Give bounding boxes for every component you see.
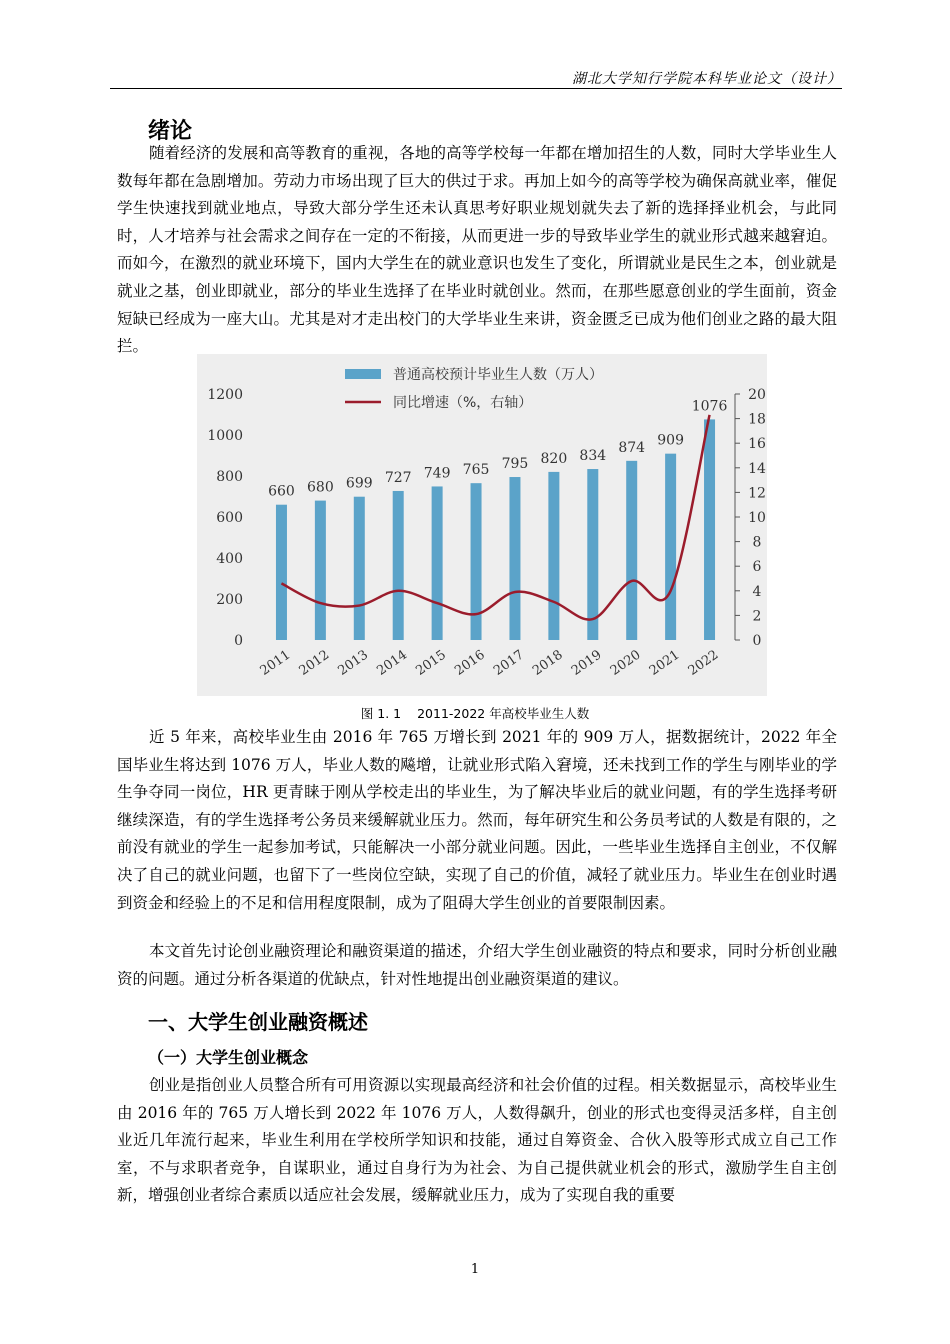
legend-bar-swatch [345, 369, 381, 379]
running-header: 湖北大学知行学院本科毕业论文（设计） [572, 71, 842, 87]
x-axis-tick-label: 2019 [568, 647, 605, 679]
y2-axis-tick-label: 16 [748, 436, 766, 453]
bar [509, 477, 520, 640]
bar [432, 486, 443, 640]
intro-paragraph-3: 本文首先讨论创业融资理论和融资渠道的描述，介绍大学生创业融资的特点和要求，同时分析创业融资的问题。通过分析各渠道的优缺点，针对性地提出创业融资渠道的建议。 [117, 942, 837, 988]
y-axis-tick-label: 1200 [207, 387, 243, 403]
y2-axis-tick-label: 4 [752, 583, 762, 600]
y-axis-tick-label: 400 [216, 551, 243, 567]
x-axis-tick-label: 2017 [491, 647, 527, 679]
x-axis-tick-label: 2014 [374, 647, 411, 679]
y2-axis-tick-label: 14 [748, 460, 766, 477]
page-number: 1 [470, 1262, 480, 1277]
bar-value-label: 680 [307, 479, 334, 496]
bar-value-label: 699 [345, 475, 373, 492]
bar [665, 454, 676, 640]
figure-caption-text: 2011-2022 年高校毕业生人数 [417, 706, 590, 721]
x-axis-tick-label: 2021 [646, 647, 683, 679]
x-axis-tick-label: 2020 [607, 647, 644, 679]
y2-axis-tick-label: 18 [748, 411, 766, 428]
figure-caption-number: 图 1. 1 [360, 706, 402, 721]
section-1-heading: 一、大学生创业融资概述 [148, 1010, 368, 1034]
bar-value-label: 820 [540, 450, 568, 467]
bar [471, 483, 482, 640]
subsection-1-heading: （一）大学生创业概念 [148, 1048, 309, 1067]
y-axis-tick-label: 600 [216, 510, 243, 526]
bar-value-label: 909 [657, 432, 684, 449]
intro-heading: 绪论 [148, 119, 193, 144]
x-axis-tick-label: 2015 [413, 647, 449, 679]
bar-value-label: 795 [501, 456, 529, 473]
bar-value-label: 749 [423, 465, 451, 482]
intro-paragraph-2: 近 5 年来，高校毕业生由 2016 年 765 万增长到 2021 年的 909 万人，据数据统计，2022 年全国毕业生将达到 1076 万人，毕业人数的飚增，让就业形式陷入窘境，还未找到工作的学生与刚毕业的学生争夺同一岗位，HR 更青睐于刚从学校走出的毕业生，为了解决毕业后的就业问题，有的学生选择考研继续深造，有的学生选择考公务员来缓解就业压力。然而，每年研究生和公务员考试的人数是有限的，之前没有就业的学生一起参加考试，只能解决一小部分就业问题。因此，一些毕业生选择自主创业，不仅解决了自己的就业问题，也留下了一些岗位空缺，实现了自己的价值，减轻了就业压力。毕业生在创业时遇到资金和经验上的不足和信用程度限制，成为了阻碍大学生创业的首要限制因素。 [117, 728, 837, 912]
figure-caption [0, 704, 950, 722]
bar [315, 501, 326, 640]
y2-axis-tick-label: 10 [748, 510, 766, 526]
x-axis-tick-label: 2013 [335, 647, 372, 679]
y-axis-tick-label: 800 [216, 469, 243, 485]
bar-value-label: 660 [268, 483, 295, 500]
bar-value-label: 765 [462, 462, 490, 479]
y2-axis-tick-label: 0 [752, 633, 762, 649]
y-axis-tick-label: 0 [234, 633, 243, 649]
intro-paragraph-1: 随着经济的发展和高等教育的重视，各地的高等学校每一年都在增加招生的人数，同时大学毕业生人数每年都在急剧增加。劳动力市场出现了巨大的供过于求。再加上如今的高等学校为确保高就业率，催促学生快速找到就业地点，导致大部分学生还未认真思考好职业规划就失去了新的选择择业机会，与此同时，人才培养与社会需求之间存在一定的不衔接，从而更进一步的导致毕业学生的就业形式越来越窘迫。而如今，在激烈的就业环境下，国内大学生在的就业意识也发生了变化，所谓就业是民生之本，创业就是就业之基，创业即就业，部分的毕业生选择了在毕业时就创业。然而，在那些愿意创业的学生面前，资金短缺已经成为一座大山。尤其是对才走出校门的大学毕业生来讲，资金匮乏已成为他们创业之路的最大阻拦。 [117, 144, 837, 356]
y2-axis-tick-label: 2 [752, 608, 762, 625]
bar [393, 491, 404, 640]
legend-bar-label: 普通高校预计毕业生人数（万人） [393, 367, 603, 383]
bar [354, 497, 365, 640]
y-axis-tick-label: 200 [216, 592, 243, 608]
bar-value-label: 727 [384, 469, 412, 486]
x-axis-tick-label: 2011 [257, 647, 294, 679]
y2-axis-tick-label: 8 [752, 534, 762, 551]
bar [626, 461, 637, 640]
bar-value-label: 834 [579, 448, 607, 465]
graduates-chart [197, 354, 767, 696]
chart-svg [197, 354, 767, 696]
y2-axis-tick-label: 6 [752, 559, 762, 576]
legend-line-label: 同比增速（%，右轴） [393, 395, 533, 411]
x-axis-tick-label: 2018 [530, 647, 566, 679]
bar [276, 505, 287, 640]
x-axis-tick-label: 2012 [296, 647, 333, 679]
y2-axis-tick-label: 20 [748, 387, 766, 403]
bar-value-label: 874 [618, 439, 646, 456]
bar [704, 419, 715, 640]
bar [548, 472, 559, 640]
bar [587, 469, 598, 640]
y-axis-tick-label: 1000 [207, 428, 243, 444]
header-rule [110, 88, 842, 89]
x-axis-tick-label: 2016 [452, 647, 488, 679]
y2-axis-tick-label: 12 [748, 485, 766, 502]
section-1-paragraph-1: 创业是指创业人员整合所有可用资源以实现最高经济和社会价值的过程。相关数据显示，高校毕业生由 2016 年的 765 万人增长到 2022 年 1076 万人，人数得飙升，创业的形式也变得灵活多样，自主创业近几年流行起来，毕业生利用在学校所学知识和技能，通过自筹资金、合伙入股等形式成立自己工作室，不与求职者竞争，自谋职业，通过自身行为为社会、为自己提供就业机会的形式，激励学生自主创新，增强创业者综合素质以适应社会发展，缓解就业压力，成为了实现自我的重要 [117, 1076, 837, 1205]
bar-value-label: 1076 [691, 398, 728, 415]
x-axis-tick-label: 2022 [685, 647, 722, 679]
